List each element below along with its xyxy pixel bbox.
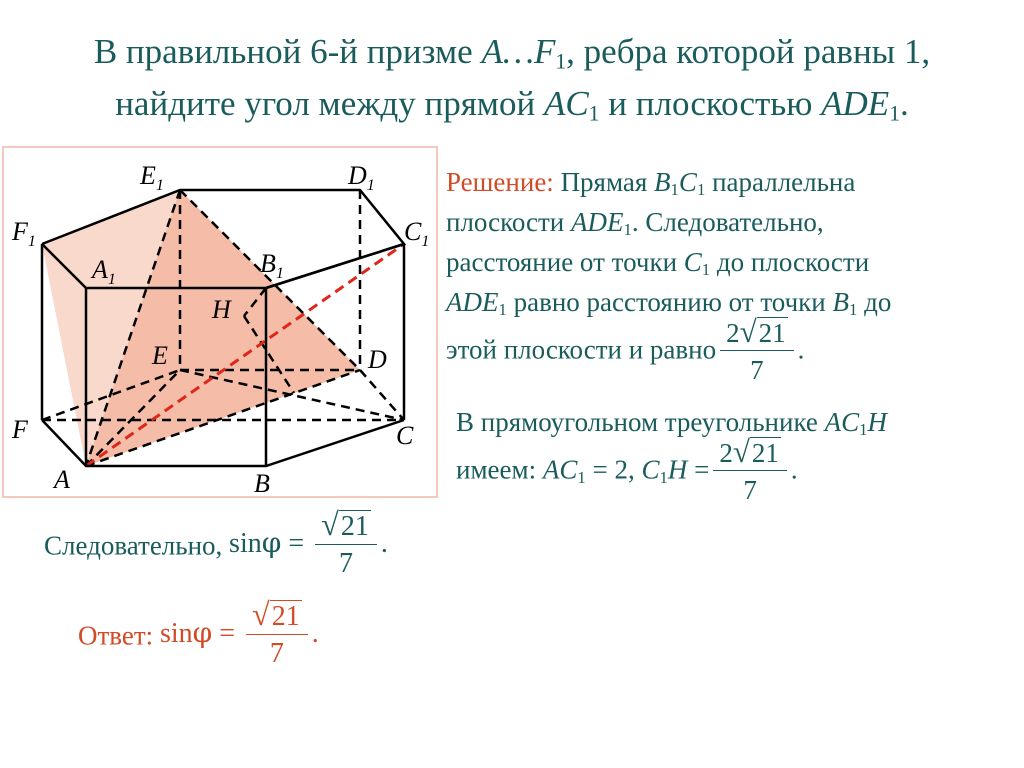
label-f: F [12, 415, 28, 444]
conclusion-label: Следовательно, [44, 530, 223, 561]
label-b1: $B_1$ [260, 249, 284, 282]
label-c: C [396, 421, 414, 450]
title-line-2: найдите угол между прямой $AC_1$ и плоскостью $ADE_1$. [115, 84, 909, 126]
prism-diagram [4, 148, 440, 500]
c1h-fraction: $\frac{2√21}{7}$ [713, 436, 787, 509]
label-f1: $F_1$ [12, 217, 36, 250]
label-a: A [54, 465, 70, 494]
triangle-line-1: В прямоугольном треугольнике $AC_1H$ [456, 407, 888, 440]
triangle-line-2: имеем: $AC_1 = 2$, $C_1H$ = $\frac{2√21}{7}$ . [456, 436, 1016, 509]
solution-line-4: $ADE_1$ равно расстоянию от точки $B_1$ до [446, 287, 892, 320]
label-e: E [152, 341, 168, 370]
distance-fraction: $\frac{2√21}{7}$ [720, 316, 794, 389]
conclusion [44, 508, 504, 583]
solution-line-3: расстояние от точки $C_1$ до плоскости [446, 247, 870, 280]
edge-d-c [360, 370, 404, 420]
problem-title [0, 26, 1024, 130]
label-a1: $A_1$ [92, 255, 116, 288]
title-line-1: В правильной 6-й призме $A\dots F_1$, ребра которой равны 1, [93, 32, 931, 74]
solution-line-1: Решение: Прямая $B_1C_1$ параллельна [446, 167, 856, 200]
label-h: H [212, 295, 231, 324]
solution-label: Решение: [446, 167, 554, 197]
label-c1: $C_1$ [404, 217, 430, 250]
label-d: D [368, 345, 387, 374]
solution-line-5: этой плоскости и равно $\frac{2√21}{7}$ . [446, 316, 1016, 389]
label-d1: $D_1$ [348, 161, 375, 194]
answer-formula: sinφ = $\frac{√21}{7}$ . [159, 596, 319, 669]
edge-b1-c1-diag [266, 244, 404, 288]
triangle-text [456, 402, 1016, 509]
answer-label: Ответ: [78, 620, 154, 651]
solution-text [446, 162, 1016, 389]
answer [78, 598, 478, 673]
conclusion-formula: sinφ = $\frac{√21}{7}$ . [229, 506, 388, 579]
label-b: B [254, 469, 270, 498]
solution-line-2: плоскости $ADE_1$. Следовательно, [446, 207, 824, 240]
prism-figure [2, 146, 438, 498]
label-e1: $E_1$ [140, 161, 164, 194]
